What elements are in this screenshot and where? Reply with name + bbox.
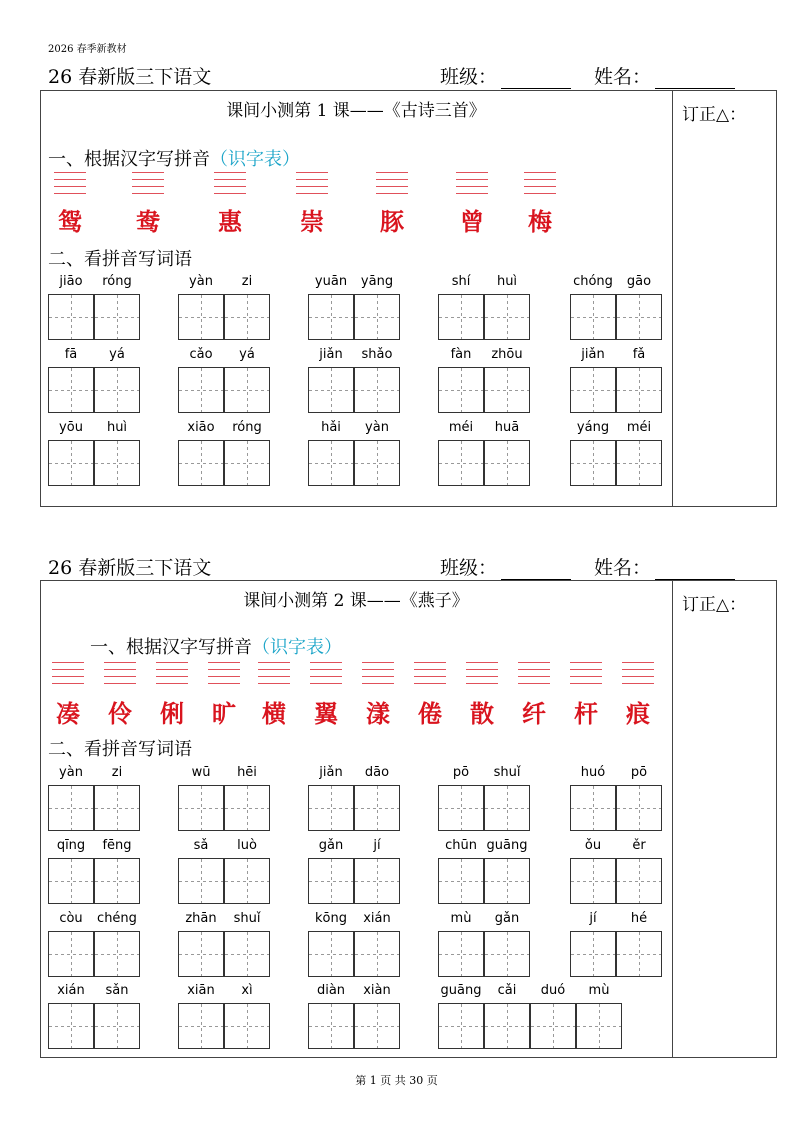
- hanzi-character: 惠: [218, 207, 242, 236]
- pinyin-syllable: méi: [448, 420, 474, 435]
- pinyin-syllable: sǎn: [105, 983, 129, 998]
- quiz1-section2-heading: 二、看拼音写词语: [48, 249, 192, 270]
- tianzige-writing-cell[interactable]: [484, 785, 530, 831]
- tianzige-writing-cell[interactable]: [94, 367, 140, 413]
- page-note: 2026 春季新教材: [48, 44, 127, 55]
- hanzi-character: 凑: [56, 699, 80, 728]
- name-blank[interactable]: [655, 70, 735, 89]
- pinyin-writing-lines[interactable]: [52, 662, 84, 686]
- pinyin-syllable: yáng: [576, 420, 610, 435]
- tianzige-writing-cell[interactable]: [438, 440, 484, 486]
- tianzige-writing-cell[interactable]: [308, 931, 354, 977]
- quiz2-section2-heading: 二、看拼音写词语: [48, 739, 192, 760]
- quiz2-title: 课间小测第 2 课——《燕子》: [243, 591, 469, 611]
- quiz2-section1-heading: [90, 633, 342, 659]
- tianzige-writing-cell[interactable]: [178, 440, 224, 486]
- pinyin-syllable: chéng: [97, 911, 137, 926]
- pinyin-syllable: chóng: [573, 274, 613, 289]
- tianzige-writing-cell[interactable]: [48, 1003, 94, 1049]
- pinyin-syllable: yōu: [59, 420, 83, 435]
- tianzige-writing-cell[interactable]: [570, 858, 616, 904]
- hanzi-character: 鸯: [136, 207, 160, 236]
- hanzi-character: 倦: [418, 699, 442, 728]
- quiz2-section1-label: 一、根据汉字写拼音: [90, 637, 252, 658]
- tianzige-writing-cell[interactable]: [48, 858, 94, 904]
- pinyin-writing-lines[interactable]: [258, 662, 290, 686]
- tianzige-writing-cell[interactable]: [354, 785, 400, 831]
- pinyin-syllable: jiǎn: [319, 765, 343, 780]
- tianzige-writing-cell[interactable]: [354, 931, 400, 977]
- tianzige-writing-cell[interactable]: [570, 367, 616, 413]
- tianzige-writing-cell[interactable]: [616, 931, 662, 977]
- pinyin-writing-lines[interactable]: [376, 172, 408, 196]
- tianzige-writing-cell[interactable]: [308, 294, 354, 340]
- tianzige-writing-cell[interactable]: [484, 931, 530, 977]
- tianzige-writing-cell[interactable]: [570, 785, 616, 831]
- pinyin-syllable: gāo: [626, 274, 652, 289]
- tianzige-writing-cell[interactable]: [94, 858, 140, 904]
- series-title-2: 26 春新版三下语文: [48, 557, 212, 579]
- tianzige-writing-cell[interactable]: [484, 858, 530, 904]
- pinyin-writing-lines[interactable]: [570, 662, 602, 686]
- pinyin-syllable: yàn: [59, 765, 83, 780]
- tianzige-writing-cell[interactable]: [94, 440, 140, 486]
- tianzige-writing-cell[interactable]: [48, 294, 94, 340]
- tianzige-writing-cell[interactable]: [484, 367, 530, 413]
- pinyin-writing-lines[interactable]: [466, 662, 498, 686]
- tianzige-writing-cell[interactable]: [224, 931, 270, 977]
- tianzige-writing-cell[interactable]: [178, 931, 224, 977]
- pinyin-syllable: ǒu: [584, 838, 602, 853]
- pinyin-syllable: fǎ: [632, 347, 646, 362]
- tianzige-writing-cell[interactable]: [178, 294, 224, 340]
- pinyin-syllable: gǎn: [318, 838, 344, 853]
- tianzige-writing-cell[interactable]: [224, 440, 270, 486]
- pinyin-syllable: fā: [64, 347, 78, 362]
- pinyin-syllable: yá: [239, 347, 255, 362]
- tianzige-writing-cell[interactable]: [48, 367, 94, 413]
- tianzige-writing-cell[interactable]: [94, 294, 140, 340]
- hanzi-character: 翼: [314, 699, 338, 728]
- pinyin-syllable: xì: [241, 983, 253, 998]
- pinyin-syllable: jiǎn: [581, 347, 605, 362]
- pinyin-writing-lines[interactable]: [518, 662, 550, 686]
- pinyin-syllable: yāng: [360, 274, 394, 289]
- pinyin-syllable: shuǐ: [233, 911, 261, 926]
- pinyin-syllable: mù: [588, 983, 610, 998]
- name-label: 姓名：: [594, 66, 652, 88]
- pinyin-syllable: pō: [452, 765, 470, 780]
- tianzige-writing-cell[interactable]: [616, 367, 662, 413]
- tianzige-writing-cell[interactable]: [354, 367, 400, 413]
- pinyin-syllable: jí: [589, 911, 597, 926]
- hanzi-character: 伶: [108, 699, 132, 728]
- tianzige-writing-cell[interactable]: [94, 785, 140, 831]
- pinyin-syllable: shí: [451, 274, 471, 289]
- pinyin-syllable: huì: [106, 420, 128, 435]
- hanzi-character: 梅: [528, 207, 552, 236]
- pinyin-writing-lines[interactable]: [132, 172, 164, 196]
- tianzige-writing-cell[interactable]: [224, 858, 270, 904]
- tianzige-writing-cell[interactable]: [308, 440, 354, 486]
- pinyin-syllable: gǎn: [494, 911, 520, 926]
- name-label-2: 姓名：: [594, 557, 652, 579]
- pinyin-syllable: pō: [630, 765, 648, 780]
- tianzige-writing-cell[interactable]: [178, 785, 224, 831]
- hanzi-character: 俐: [160, 699, 184, 728]
- pinyin-syllable: xiān: [187, 983, 215, 998]
- tianzige-writing-cell[interactable]: [484, 1003, 530, 1049]
- tianzige-writing-cell[interactable]: [570, 294, 616, 340]
- pinyin-syllable: guāng: [440, 983, 482, 998]
- pinyin-syllable: zhōu: [491, 347, 523, 362]
- hanzi-character: 旷: [212, 699, 236, 728]
- tianzige-writing-cell[interactable]: [616, 858, 662, 904]
- tianzige-writing-cell[interactable]: [484, 294, 530, 340]
- tianzige-writing-cell[interactable]: [224, 1003, 270, 1049]
- tianzige-writing-cell[interactable]: [224, 367, 270, 413]
- tianzige-writing-cell[interactable]: [438, 858, 484, 904]
- pinyin-writing-lines[interactable]: [208, 662, 240, 686]
- quiz2-section1-tag: （识字表）: [252, 637, 342, 658]
- pinyin-syllable: mù: [450, 911, 472, 926]
- pinyin-writing-lines[interactable]: [622, 662, 654, 686]
- tianzige-writing-cell[interactable]: [224, 294, 270, 340]
- pinyin-writing-lines[interactable]: [524, 172, 556, 196]
- tianzige-writing-cell[interactable]: [438, 931, 484, 977]
- pinyin-syllable: fēng: [102, 838, 132, 853]
- tianzige-writing-cell[interactable]: [438, 294, 484, 340]
- pinyin-syllable: shuǐ: [493, 765, 521, 780]
- tianzige-writing-cell[interactable]: [308, 367, 354, 413]
- pinyin-writing-lines[interactable]: [456, 172, 488, 196]
- tianzige-writing-cell[interactable]: [308, 1003, 354, 1049]
- hanzi-character: 漾: [366, 699, 390, 728]
- tianzige-writing-cell[interactable]: [308, 785, 354, 831]
- pinyin-syllable: yuān: [314, 274, 348, 289]
- quiz1-correction-label: 订正△：: [682, 105, 747, 125]
- pinyin-writing-lines[interactable]: [214, 172, 246, 196]
- tianzige-writing-cell[interactable]: [94, 931, 140, 977]
- quiz1-divider: [672, 90, 673, 506]
- pinyin-syllable: fàn: [450, 347, 472, 362]
- pinyin-syllable: cǎi: [497, 983, 517, 998]
- tianzige-writing-cell[interactable]: [576, 1003, 622, 1049]
- pinyin-syllable: róng: [102, 274, 132, 289]
- tianzige-writing-cell[interactable]: [484, 440, 530, 486]
- tianzige-writing-cell[interactable]: [570, 440, 616, 486]
- pinyin-syllable: xián: [57, 983, 85, 998]
- hanzi-character: 痕: [626, 699, 650, 728]
- quiz2-divider: [672, 580, 673, 1057]
- pinyin-syllable: yàn: [365, 420, 389, 435]
- pinyin-syllable: luò: [237, 838, 257, 853]
- pinyin-syllable: méi: [626, 420, 652, 435]
- class-label: 班级：: [440, 66, 498, 88]
- hanzi-character: 豚: [380, 207, 404, 236]
- tianzige-writing-cell[interactable]: [94, 1003, 140, 1049]
- pinyin-syllable: ěr: [632, 838, 646, 853]
- hanzi-character: 杆: [574, 699, 598, 728]
- quiz1-section1-label: 一、根据汉字写拼音: [48, 149, 210, 170]
- tianzige-writing-cell[interactable]: [570, 931, 616, 977]
- pinyin-syllable: xiāo: [187, 420, 215, 435]
- pinyin-syllable: zhān: [185, 911, 217, 926]
- tianzige-writing-cell[interactable]: [354, 294, 400, 340]
- tianzige-writing-cell[interactable]: [48, 440, 94, 486]
- pinyin-syllable: qīng: [56, 838, 86, 853]
- pinyin-writing-lines[interactable]: [296, 172, 328, 196]
- series-title: 26 春新版三下语文: [48, 66, 212, 88]
- pinyin-syllable: zi: [241, 274, 253, 289]
- pinyin-syllable: chūn: [445, 838, 477, 853]
- pinyin-syllable: diàn: [316, 983, 346, 998]
- class-field[interactable]: [440, 62, 571, 89]
- pinyin-syllable: guāng: [486, 838, 528, 853]
- hanzi-character: 曾: [460, 207, 484, 236]
- pinyin-writing-lines[interactable]: [54, 172, 86, 196]
- tianzige-writing-cell[interactable]: [438, 785, 484, 831]
- pinyin-syllable: shǎo: [361, 347, 393, 362]
- pinyin-writing-lines[interactable]: [104, 662, 136, 686]
- hanzi-character: 纤: [522, 699, 546, 728]
- pinyin-syllable: xiàn: [363, 983, 391, 998]
- pinyin-syllable: róng: [232, 420, 262, 435]
- pinyin-syllable: huó: [580, 765, 606, 780]
- class-field-2[interactable]: [440, 553, 571, 580]
- name-field[interactable]: [594, 62, 735, 89]
- pinyin-writing-lines[interactable]: [414, 662, 446, 686]
- quiz1-section1-tag: （识字表）: [210, 149, 300, 170]
- pinyin-syllable: wū: [191, 765, 211, 780]
- tianzige-writing-cell[interactable]: [178, 1003, 224, 1049]
- tianzige-writing-cell[interactable]: [616, 785, 662, 831]
- pinyin-syllable: còu: [59, 911, 83, 926]
- class-blank-2[interactable]: [501, 561, 571, 580]
- pinyin-syllable: hé: [630, 911, 648, 926]
- tianzige-writing-cell[interactable]: [308, 858, 354, 904]
- tianzige-writing-cell[interactable]: [354, 1003, 400, 1049]
- pinyin-syllable: yá: [109, 347, 125, 362]
- hanzi-character: 散: [470, 699, 494, 728]
- pinyin-syllable: huì: [496, 274, 518, 289]
- tianzige-writing-cell[interactable]: [616, 294, 662, 340]
- pinyin-syllable: kōng: [315, 911, 347, 926]
- hanzi-character: 崇: [300, 207, 324, 236]
- pinyin-syllable: jí: [373, 838, 381, 853]
- pinyin-writing-lines[interactable]: [310, 662, 342, 686]
- class-blank[interactable]: [501, 70, 571, 89]
- pinyin-syllable: dāo: [364, 765, 390, 780]
- pinyin-writing-lines[interactable]: [156, 662, 188, 686]
- tianzige-writing-cell[interactable]: [354, 858, 400, 904]
- tianzige-writing-cell[interactable]: [438, 1003, 484, 1049]
- pinyin-syllable: zi: [111, 765, 123, 780]
- pinyin-syllable: sǎ: [193, 838, 209, 853]
- tianzige-writing-cell[interactable]: [48, 931, 94, 977]
- name-blank-2[interactable]: [655, 561, 735, 580]
- quiz1-section1-heading: [48, 145, 300, 171]
- hanzi-character: 横: [262, 699, 286, 728]
- pinyin-writing-lines[interactable]: [362, 662, 394, 686]
- page-footer: 第 1 页 共 30 页: [355, 1074, 438, 1087]
- pinyin-syllable: hǎi: [321, 420, 341, 435]
- tianzige-writing-cell[interactable]: [438, 367, 484, 413]
- pinyin-syllable: hēi: [237, 765, 257, 780]
- tianzige-writing-cell[interactable]: [530, 1003, 576, 1049]
- pinyin-syllable: duó: [540, 983, 566, 998]
- pinyin-syllable: jiāo: [59, 274, 83, 289]
- pinyin-syllable: jiǎn: [319, 347, 343, 362]
- pinyin-syllable: yàn: [189, 274, 213, 289]
- tianzige-writing-cell[interactable]: [48, 785, 94, 831]
- tianzige-writing-cell[interactable]: [224, 785, 270, 831]
- class-label-2: 班级：: [440, 557, 498, 579]
- tianzige-writing-cell[interactable]: [616, 440, 662, 486]
- tianzige-writing-cell[interactable]: [178, 858, 224, 904]
- hanzi-character: 鸳: [58, 207, 82, 236]
- quiz2-correction-label: 订正△：: [682, 595, 747, 615]
- pinyin-syllable: cǎo: [189, 347, 213, 362]
- tianzige-writing-cell[interactable]: [354, 440, 400, 486]
- name-field-2[interactable]: [594, 553, 735, 580]
- tianzige-writing-cell[interactable]: [178, 367, 224, 413]
- pinyin-syllable: huā: [494, 420, 520, 435]
- quiz1-title: 课间小测第 1 课——《古诗三首》: [226, 101, 486, 121]
- pinyin-syllable: xián: [363, 911, 391, 926]
